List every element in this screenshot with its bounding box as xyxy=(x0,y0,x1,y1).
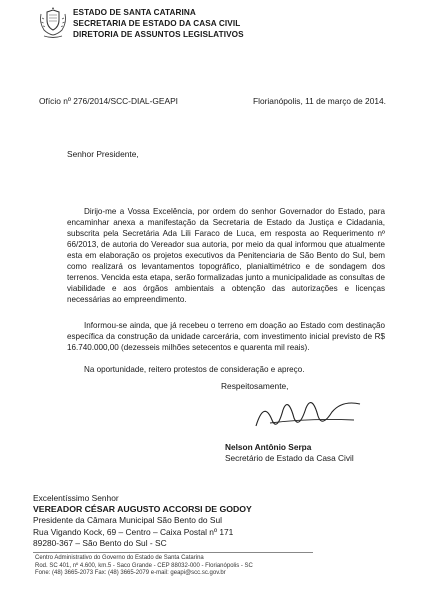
footer-divider xyxy=(33,552,313,553)
body-paragraph xyxy=(67,206,385,305)
handwritten-signature xyxy=(250,390,370,434)
body-paragraph xyxy=(67,320,385,353)
letterhead-directorate: DIRETORIA DE ASSUNTOS LEGISLATIVOS xyxy=(73,30,244,39)
footer xyxy=(35,555,253,578)
body-paragraph-text: Dirijo-me a Vossa Excelência, por ordem do senhor Governador do Estado, para encaminhar anexa a manifestação da Secretaria de Estado da Justiça e Cidadania, subscrita pela Secretária Ada Lili Faraco de Luca, em resposta ao Requerimento nº 66/2013, de autoria do Vereador sua autoria, por meio da qual informou que atualmente esta em elaboração os projetos executivos da Penitenciaria de São Bento do Sul, bem como realizará os levantamentos topográfico, planialtimétrico e de sondagem dos terrenos. Vencida esta etapa, serão formalizadas junto a municipalidade as consultas de viabilidade e aos órgãos ambientais a obtenção das autorizações e licenças necessárias ao empreendimento. xyxy=(67,207,385,304)
footer-address: Rod. SC 401, nº 4.600, km.5 - Saco Grande - CEP 88032-000 - Florianópolis - SC xyxy=(35,562,253,569)
closing: Respeitosamente, xyxy=(221,381,289,391)
addressee-street: Rua Vigando Kock, 69 – Centro – Caixa Postal nº 171 xyxy=(33,526,234,537)
addressee-role: Presidente da Câmara Municipal São Bento do Sul xyxy=(33,515,223,526)
signatory-name: Nelson Antônio Serpa xyxy=(225,442,312,452)
body-paragraph xyxy=(67,364,385,375)
signatory-title: Secretário de Estado da Casa Civil xyxy=(225,453,354,463)
addressee-greeting: Excelentíssimo Senhor xyxy=(33,493,119,503)
place-and-date: Florianópolis, 11 de março de 2014. xyxy=(253,96,386,106)
letterhead-secretariat: SECRETARIA DE ESTADO DA CASA CIVIL xyxy=(73,19,241,28)
footer-contact: Fone: (48) 3665-2073 Fax: (48) 3665-2079 e-mail: geapi@scc.sc.gov.br xyxy=(35,570,226,577)
addressee-name: VEREADOR CÉSAR AUGUSTO ACCORSI DE GODOY xyxy=(33,504,252,515)
addressee-block xyxy=(33,493,252,549)
footer-organization: Centro Administrativo do Governo do Estado de Santa Catarina xyxy=(35,555,204,561)
body-paragraph-text: Informou-se ainda, que já recebeu o terreno em doação ao Estado com destinação específica da construção da unidade carcerária, com investimento inicial previsto de R$ 16.740.000,00 (dezesseis milhões setecentos e quarenta mil reais). xyxy=(67,321,385,352)
salutation: Senhor Presidente, xyxy=(67,149,139,159)
addressee-city: 89280-367 – São Bento do Sul - SC xyxy=(33,537,167,548)
letterhead-state: ESTADO DE SANTA CATARINA xyxy=(73,8,196,17)
state-coat-of-arms-icon xyxy=(38,6,68,40)
body-paragraph-text: Na oportunidade, reitero protestos de consideração e apreço. xyxy=(84,365,305,374)
letterhead xyxy=(73,7,244,40)
letter-number: Ofício nº 276/2014/SCC-DIAL-GEAPI xyxy=(39,96,178,106)
